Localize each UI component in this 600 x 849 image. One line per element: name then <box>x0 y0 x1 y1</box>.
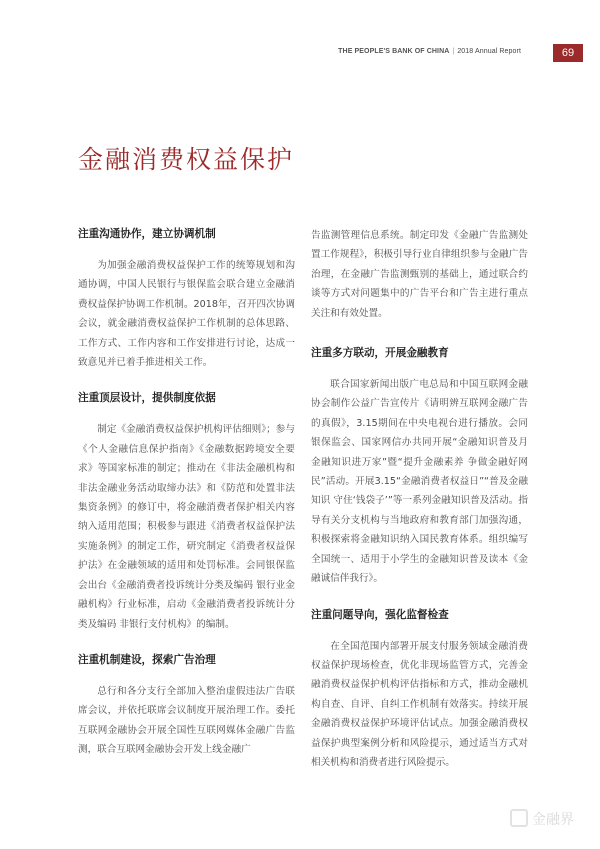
continued-paragraph: 告监测管理信息系统。制定印发《金融广告监测处置工作规程》，积极引导行业自律组织参与金融广告治理，在金融广告监测甄别的基础上，通过联合约谈等方式对问题集中的广告平台和广告主进行重点关注和有效处置。 <box>311 230 528 319</box>
org-name: THE PEOPLE'S BANK OF CHINA <box>338 48 450 55</box>
watermark-logo-icon <box>510 809 528 827</box>
page-header <box>0 44 600 62</box>
report-header-text <box>338 48 521 55</box>
section-paragraph: 联合国家新闻出版广电总局和中国互联网金融协会制作公益广告宣传片《请明辨互联网金融广告的真假》，3.15期间在中央电视台进行播放。会同银保监会、国家网信办共同开展“金融知识普及月 金融知识进万家”暨“提升金融素养 争做金融好网民”活动。开展3.15“金融消费者权益日”“普及金融知识 守住‘钱袋子’”等一系列金融知识普及活动。指导有关分支机构与当地政府和教育部门加强沟通，积极探索将金融知识纳入国民教育体系。组织编写全国统一、适用于小学生的金融知识普及读本《金融诚信伴我行》。 <box>311 379 528 585</box>
left-column <box>78 226 295 778</box>
page-number: 69 <box>553 44 583 62</box>
right-column <box>311 226 528 790</box>
section-heading: 注重多方联动，开展金融教育 <box>311 347 449 360</box>
section-heading: 注重沟通协作，建立协调机制 <box>78 228 216 240</box>
section-heading: 注重顶层设计，提供制度依据 <box>78 392 216 405</box>
section-paragraph: 制定《金融消费权益保护机构评估细则》；参与《个人金融信息保护指南》《金融数据跨境安全要求》等国家标准的制定；推动在《非法金融机构和非法金融业务活动取缔办法》和《防范和处置非法集资条例》的修订中，将金融消费者保护相关内容纳入适用范围；积极参与跟进《消费者权益保护法实施条例》的制定工作，研究制定《消费者权益保护法》在金融领域的适用和处罚标准。会同银保监会出台《金融消费者投诉统计分类及编码 银行业金融机构》行业标准，启动《金融消费者投诉统计分类及编码 非银行支付机构》的编制。 <box>78 424 295 630</box>
section-paragraph: 在全国范围内部署开展支付服务领域金融消费权益保护现场检查，优化非现场监管方式，完善金融消费权益保护机构评估指标和方式，推动金融机构自查、自评、自纠工作机制有效落实。持续开展金融消费权益保护环境评估试点。加强金融消费权益保护典型案例分析和风险提示，通过适当方式对相关机构和消费者进行风险提示。 <box>311 640 528 768</box>
section-paragraph: 总行和各分支行全部加入整治虚假违法广告联席会议，并依托联席会议制度开展治理工作。委托互联网金融协会开展全国性互联网媒体金融广告监测，联合互联网金融协会开发上线金融广 <box>78 685 295 756</box>
report-name: 2018 Annual Report <box>457 48 521 55</box>
watermark-text: 金融界 <box>532 812 574 828</box>
watermark <box>510 809 574 829</box>
section <box>311 607 528 773</box>
header-separator: | <box>452 48 455 55</box>
section-heading: 注重问题导向，强化监督检查 <box>311 608 449 621</box>
page-title: 金融消费权益保护 <box>78 145 295 174</box>
section <box>78 226 295 372</box>
section-paragraph: 为加强金融消费权益保护工作的统筹规划和沟通协调，中国人民银行与银保监会联合建立金融消费权益保护协调工作机制。2018年，召开四次协调会议，就金融消费权益保护工作机制的总体思路、工作方式、工作内容和工作安排进行讨论，达成一致意见并已着手推进相关工作。 <box>78 260 295 369</box>
section <box>311 345 528 588</box>
section-heading: 注重机制建设，探索广告治理 <box>78 653 216 666</box>
section <box>78 390 295 633</box>
section <box>78 652 295 760</box>
